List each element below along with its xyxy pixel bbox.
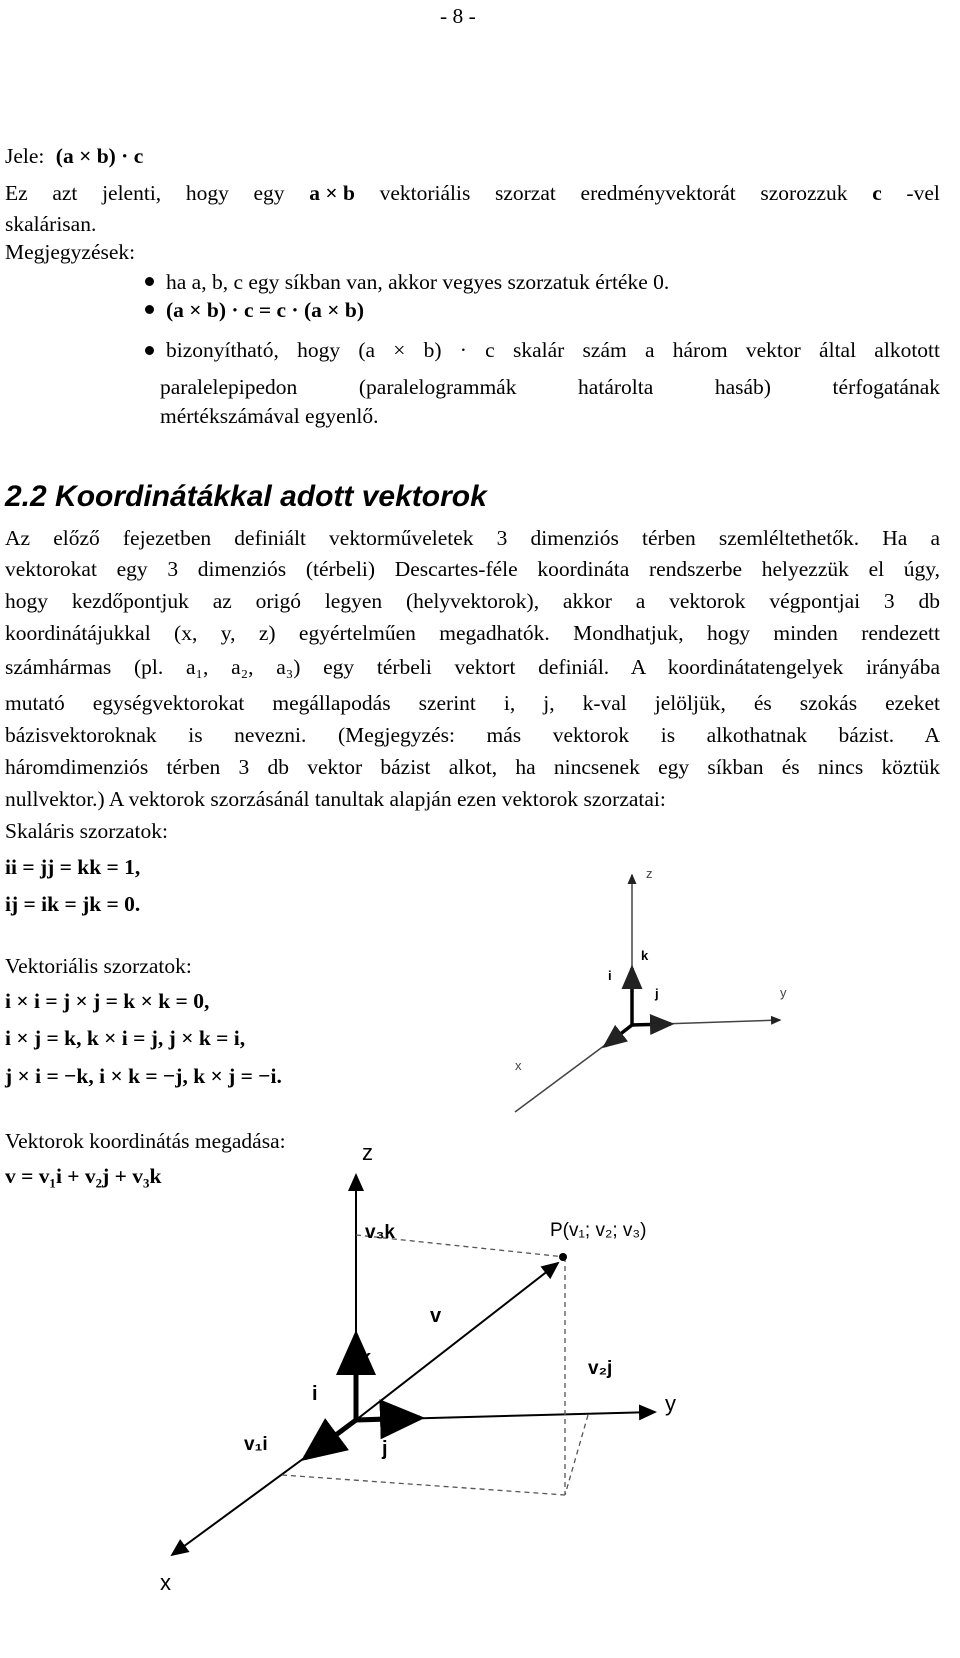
fig2-label-k: k xyxy=(360,1347,372,1369)
coord-title: Vektorok koordinátás megadása: xyxy=(5,1129,286,1153)
fig2-label-v3k: v₃k xyxy=(365,1222,395,1243)
note-3-line-2 xyxy=(160,371,940,403)
intro-c: c xyxy=(872,181,882,205)
basis-vectors-figure xyxy=(505,850,815,1140)
fig2-label-x: x xyxy=(160,1570,171,1595)
fig1-label-i: i xyxy=(608,968,612,983)
fig1-label-z: z xyxy=(646,866,653,881)
fig1-label-j: j xyxy=(655,986,659,1001)
fig2-label-v1i: v₁i xyxy=(244,1434,268,1455)
note-word: hasáb) xyxy=(714,375,771,399)
para-line: vektorokat egy 3 dimenziós (térbeli) Descartes-féle koordináta rendszerbe helyezzük el úgy, xyxy=(5,557,940,581)
v-vector xyxy=(356,1263,558,1420)
jele-formula: (a × b) · c xyxy=(55,144,144,168)
vector-line-1: i × i = j × j = k × k = 0, xyxy=(5,989,210,1013)
para-line: számhármas (pl. a₁, a₂, a₃) egy térbeli vektort definiál. A koordinátatengelyek irányába xyxy=(5,655,940,679)
notes-title: Megjegyzések: xyxy=(5,240,136,264)
i-vector xyxy=(305,1420,356,1458)
fig2-label-j: j xyxy=(382,1438,388,1460)
vector-line-2: i × j = k, k × i = j, j × k = i, xyxy=(5,1026,246,1050)
note-word: (paralelogrammák xyxy=(358,375,517,399)
bullet-dot xyxy=(145,346,154,355)
note-word: térfogatának xyxy=(832,375,940,399)
intro-word: Ez xyxy=(5,181,28,205)
vector-decomposition-figure xyxy=(0,1140,960,1658)
para-line: koordinátájukkal (x, y, z) egyértelműen megadhatók. Mondhatjuk, hogy minden rendezett xyxy=(5,621,940,645)
intro-word: szorzat xyxy=(494,181,556,205)
note-2: (a × b) · c = c · (a × b) xyxy=(166,298,364,322)
note-3-line-3: mértékszámával egyenlő. xyxy=(160,404,379,428)
intro-word: egy xyxy=(253,181,285,205)
j-vector xyxy=(356,1418,420,1420)
note-3: bizonyítható, hogy (a × b) · c skalár szám a három vektor által alkotott xyxy=(166,338,940,362)
fig1-label-y: y xyxy=(780,985,787,1000)
fig2-label-z: z xyxy=(362,1140,373,1165)
intro-word: hogy xyxy=(185,181,229,205)
section-heading: 2.2 Koordinátákkal adott vektorok xyxy=(5,480,487,513)
note-word: paralelepipedon xyxy=(160,375,298,399)
jele-label: Jele: xyxy=(5,144,45,168)
fig2-label-v: v xyxy=(430,1305,442,1327)
scalar-line-2: ij = ik = jk = 0. xyxy=(5,892,141,916)
para-line: háromdimenziós térben 3 db vektor bázist alkot, ha nincsenek egy síkban és nincs köztük xyxy=(5,755,940,779)
note-1: ha a, b, c egy síkban van, akkor vegyes szorzatuk értéke 0. xyxy=(166,270,670,294)
fig2-label-y: y xyxy=(665,1391,676,1416)
note-word: határolta xyxy=(578,375,654,399)
coord-formula: v = v₁i + v₂j + v₃k xyxy=(5,1164,162,1188)
para-line: mutató egységvektorokat megállapodás szerint i, j, k-val jelöljük, és szokás ezeket xyxy=(5,691,940,715)
intro-word: azt xyxy=(52,181,78,205)
fig2-label-v2j: v₂j xyxy=(588,1358,613,1379)
intro-word: szorozzuk xyxy=(760,181,848,205)
para-line: bázisvektoroknak is nevezni. (Megjegyzés: más vektorok is alkothatnak bázist. A xyxy=(5,723,940,747)
intro-word: vektoriális xyxy=(379,181,471,205)
fig2-label-i: i xyxy=(312,1383,318,1405)
bullet-dot xyxy=(145,277,154,286)
para-line: nullvektor.) A vektorok szorzásánál tanultak alapján ezen vektorok szorzatai: xyxy=(5,787,666,811)
scalar-title: Skaláris szorzatok: xyxy=(5,819,168,843)
bullet-dot xyxy=(145,305,154,314)
intro-line-1 xyxy=(5,177,940,209)
fig2-label-p: P(v₁; v₂; v₃) xyxy=(550,1220,647,1241)
intro-line-2: skalárisan. xyxy=(5,212,97,236)
vector-line-3: j × i = −k, i × k = −j, k × j = −i. xyxy=(5,1064,282,1088)
intro-axb: a × b xyxy=(309,181,355,205)
fig1-label-x: x xyxy=(515,1058,522,1073)
para-line: Az előző fejezetben definiált vektorműveletek 3 dimenziós térben szemléltethetők. Ha a xyxy=(5,526,940,550)
dashed-line xyxy=(282,1475,565,1495)
point-p xyxy=(559,1253,567,1261)
para-line: hogy kezdőpontjuk az origó legyen (helyvektorok), akkor a vektorok végpontjai 3 db xyxy=(5,589,940,613)
i-vector xyxy=(605,1025,632,1046)
dashed-line xyxy=(565,1415,588,1495)
fig1-label-k: k xyxy=(641,948,649,963)
scalar-line-1: ii = jj = kk = 1, xyxy=(5,855,141,879)
page-number: - 8 - xyxy=(440,4,476,28)
intro-word: jelenti, xyxy=(102,181,162,205)
vector-title: Vektoriális szorzatok: xyxy=(5,954,192,978)
intro-word: eredményvektorát xyxy=(580,181,736,205)
j-vector xyxy=(632,1024,671,1025)
jele-line xyxy=(5,140,143,172)
intro-word: -vel xyxy=(906,181,940,205)
